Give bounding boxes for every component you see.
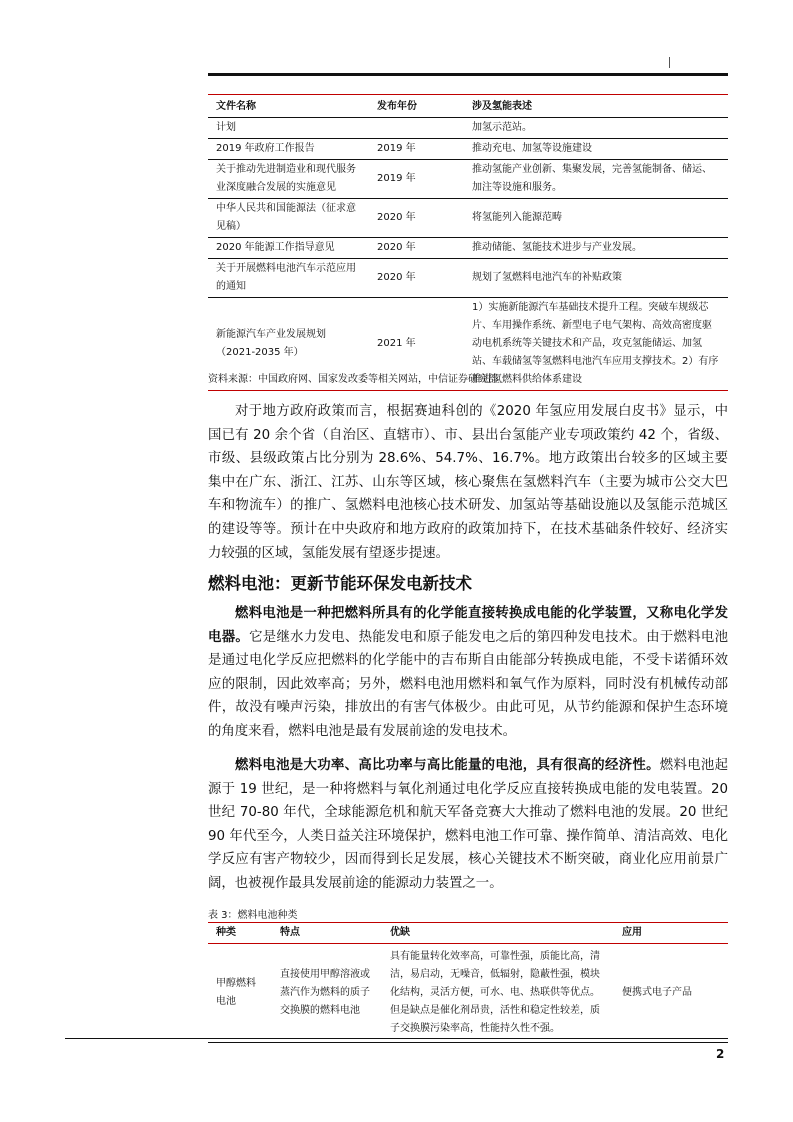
table-cell: 1）实施新能源汽车基础技术提升工程。突破车规级芯片、车用操作系统、新型电子电气架构、高效高密度驱动电机系统等关键技术和产品，攻克氢能储运、加氢站、车载储氢等氢燃料电池汽车应用支撑技术。2）有序推进氢燃料供给体系建设 <box>472 302 719 385</box>
table-cell: 2019 年 <box>369 160 464 199</box>
table-cell: 推动氢能产业创新、集聚发展，完善氢能制备、储运、加注等设施和服务。 <box>464 160 728 199</box>
policy-table <box>208 94 728 391</box>
table-cell: 计划 <box>208 118 369 139</box>
paragraph-text: 燃料电池起源于 19 世纪，是一种将燃料与氧化剂通过电化学反应直接转换成电能的发电装置。20 世纪 70-80 年代，全球能源危机和航天军备竞赛大大推动了燃料电池的发展。20 世纪 90 年代至今，人类日益关注环境保护，燃料电池工作可靠、操作简单、清洁高效、电化学反应有害产物较少，因而得到长足发展，核心关键技术不断突破，商业化应用前景广阔，也被视作最具发展前途的能源动力装置之一。 <box>208 758 728 891</box>
table-cell: 便携式电子产品 <box>622 987 692 998</box>
table-row <box>208 944 728 1043</box>
table-cell: 甲醇燃料电池 <box>216 978 256 1007</box>
paragraph-local-policy: 对于地方政府政策而言，根据赛迪科创的《2020 年氢应用发展白皮书》显示，中国已有 20 余个省（自治区、直辖市）、市、县出台氢能产业专项政策约 42 个，省级、市级、县级政策占比分别为 28.6%、54.7%、16.7%。地方政策出台较多的区域主要集中在广东、浙江、江苏、山东等区域，核心聚焦在氢燃料汽车（主要为城市公交大巴车和物流车）的推广、氢燃料电池核心技术研发、加氢站等基础设施以及氢能示范城区的建设等等。预计在中央政府和地方政府的政策加持下，在技术基础条件较好、经济实力较强的区域，氢能发展有望逐步提速。 <box>208 404 728 561</box>
footer-rule <box>65 1038 728 1039</box>
table-row <box>208 199 728 238</box>
table-source: 资料来源：中国政府网、国家发改委等相关网站，中信证券研究部 <box>208 374 498 385</box>
table-row <box>208 118 728 139</box>
table-cell: 关于开展燃料电池汽车示范应用的通知 <box>208 259 369 298</box>
table-cell: 2021 年 <box>377 338 416 349</box>
column-header: 发布年份 <box>369 95 464 118</box>
table-cell: 2019 年政府工作报告 <box>208 139 369 160</box>
header-tick <box>669 57 670 68</box>
section-heading: 燃料电池：更新节能环保发电新技术 <box>208 574 472 593</box>
table-header-row <box>208 95 728 118</box>
table-row <box>208 160 728 199</box>
table-caption: 表 3：燃料电池种类 <box>208 910 298 921</box>
table-cell: 新能源汽车产业发展规划（2021-2035 年） <box>216 329 326 358</box>
paragraph-fuel-cell-definition <box>208 602 728 744</box>
table-header-row <box>208 923 728 944</box>
column-header: 优缺 <box>382 923 614 944</box>
table-cell: 2020 年 <box>369 238 464 259</box>
column-header: 文件名称 <box>208 95 369 118</box>
column-header: 应用 <box>614 923 728 944</box>
fuel-cell-types-table <box>208 922 728 1043</box>
column-header: 涉及氢能表述 <box>464 95 728 118</box>
header-rule <box>208 73 728 76</box>
column-header: 特点 <box>272 923 382 944</box>
page-number: 2 <box>716 1047 725 1061</box>
table-cell: 中华人民共和国能源法（征求意见稿） <box>208 199 369 238</box>
table-row <box>208 259 728 298</box>
table-cell: 关于推动先进制造业和现代服务业深度融合发展的实施意见 <box>208 160 369 199</box>
table-cell: 推动储能、氢能技术进步与产业发展。 <box>464 238 728 259</box>
table-cell: 将氢能列入能源范畴 <box>464 199 728 238</box>
paragraph-text: 它是继水力发电、热能发电和原子能发电之后的第四种发电技术。由于燃料电池是通过电化学反应把燃料的化学能中的吉布斯自由能部分转换成电能，不受卡诺循环效应的限制，因此效率高；另外，燃料电池用燃料和氧气作为原料，同时没有机械传动部件，故没有噪声污染，排放出的有害气体极少。由此可见，从节约能源和保护生态环境的角度来看，燃料电池是最有发展前途的发电技术。 <box>208 629 728 739</box>
bold-lead: 燃料电池是大功率、高比功率与高比能量的电池，具有很高的经济性。 <box>235 758 660 773</box>
table-cell: 2019 年 <box>369 139 464 160</box>
table-cell: 2020 年 <box>369 259 464 298</box>
column-header: 种类 <box>208 923 272 944</box>
table-cell: 直接使用甲醇溶液或蒸汽作为燃料的质子交换膜的燃料电池 <box>280 969 370 1016</box>
table-cell <box>369 118 464 139</box>
table-cell: 2020 年能源工作指导意见 <box>208 238 369 259</box>
table-row <box>208 238 728 259</box>
bold-lead: 燃料电池是一种把燃料所具有的化学能直接转换成电能的化学装置，又称电化学发电器。 <box>208 606 728 645</box>
table-cell: 加氢示范站。 <box>464 118 728 139</box>
paragraph-fuel-cell-economics <box>208 754 728 896</box>
table-cell: 具有能量转化效率高，可靠性强，质能比高，清洁，易启动，无噪音，低辐射，隐蔽性强，模块化结构，灵活方便，可水、电、热联供等优点。但是缺点是催化剂昂贵，活性和稳定性较差，质子交换膜污染率高，性能持久性不强。 <box>390 951 600 1034</box>
table-cell: 2020 年 <box>369 199 464 238</box>
table-row <box>208 139 728 160</box>
table-cell: 推动充电、加氢等设施建设 <box>464 139 728 160</box>
table-cell: 规划了氢燃料电池汽车的补贴政策 <box>464 259 728 298</box>
